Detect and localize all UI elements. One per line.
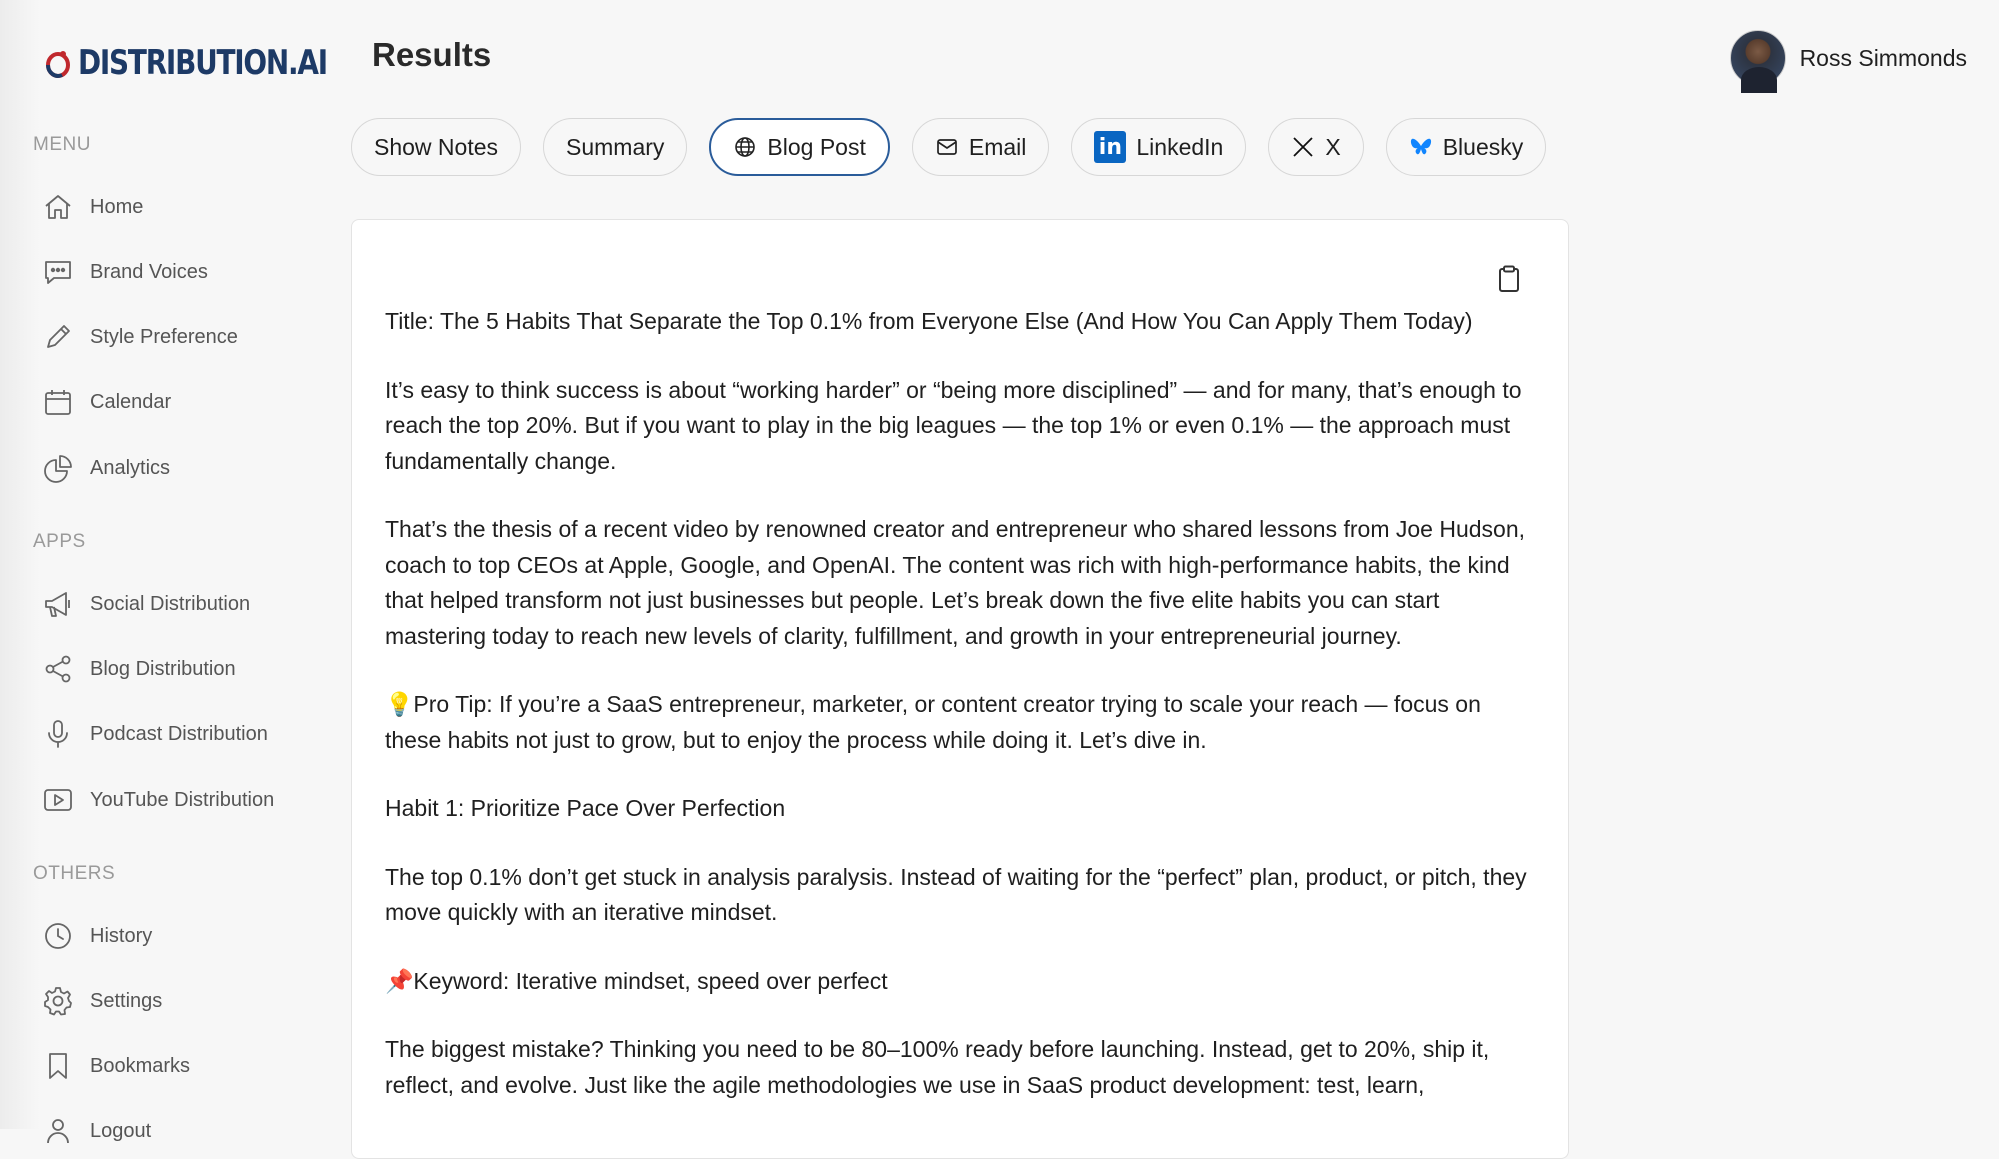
sidebar-item-logout[interactable] xyxy=(42,1109,332,1153)
tab-label: X xyxy=(1325,133,1341,160)
user-profile[interactable] xyxy=(1730,30,1967,86)
tab-label: Show Notes xyxy=(374,133,499,160)
sidebar-item-settings[interactable] xyxy=(42,979,332,1023)
chat-bubble-icon xyxy=(42,256,74,288)
menu-section-label: MENU xyxy=(33,134,91,155)
tab-label: Blog Post xyxy=(767,133,866,160)
butterfly-icon xyxy=(1409,135,1433,159)
tab-label: Summary xyxy=(566,133,665,160)
tab-x[interactable] xyxy=(1268,118,1363,176)
pushpin-icon: 📌 xyxy=(385,967,414,994)
sidebar-item-brand-voices[interactable] xyxy=(42,250,332,294)
x-icon xyxy=(1291,135,1315,159)
paragraph: That’s the thesis of a recent video by renowned creator and entrepreneur who shared lessons from Joe Hudson, coach to top CEOs at Apple, Google, and OpenAI. The content was rich with high-performance habits, the kind that helped transform not just businesses but people. Let’s break down the five elite habits you can start mastering today to reach new levels of clarity, fulfillment, and growth in your entrepreneurial journey. xyxy=(385,516,1526,649)
keyword-line xyxy=(385,964,1535,1000)
sidebar-item-label: Analytics xyxy=(90,456,171,479)
sidebar-item-bookmarks[interactable] xyxy=(42,1044,332,1088)
sidebar-item-analytics[interactable] xyxy=(42,446,332,490)
sidebar-item-label: Logout xyxy=(90,1119,152,1142)
clock-icon xyxy=(42,920,74,952)
pencil-icon xyxy=(42,321,74,353)
pro-tip xyxy=(385,687,1535,758)
tab-bluesky[interactable] xyxy=(1386,118,1547,176)
calendar-icon xyxy=(42,386,74,418)
logo-icon xyxy=(42,46,72,80)
sidebar-item-blog-distribution[interactable] xyxy=(42,647,332,691)
tab-email[interactable] xyxy=(912,118,1050,176)
sidebar-item-label: Bookmarks xyxy=(90,1054,191,1077)
pie-chart-icon xyxy=(42,452,74,484)
sidebar-item-calendar[interactable] xyxy=(42,380,332,424)
tab-label: Bluesky xyxy=(1442,133,1524,160)
sidebar-item-social-distribution[interactable] xyxy=(42,582,332,626)
user-name: Ross Simmonds xyxy=(1799,44,1967,71)
brand-logo[interactable] xyxy=(42,40,382,86)
play-icon xyxy=(42,784,74,816)
lightbulb-icon: 💡 xyxy=(385,691,414,717)
share-icon xyxy=(42,653,74,685)
gear-icon xyxy=(42,985,74,1017)
sidebar-item-podcast-distribution[interactable] xyxy=(42,712,332,756)
paragraph: It’s easy to think success is about “working harder” or “being more disciplined” — and for many, that’s enough to reach the top 20%. But if you want to play in the big leagues — the top 1% or even 0.1% — the approach must fundamentally change. xyxy=(385,376,1522,474)
keyword-text: Keyword: Iterative mindset, speed over perfect xyxy=(413,967,888,994)
habit-heading: Habit 1: Prioritize Pace Over Perfection xyxy=(385,795,786,821)
blog-title: Title: The 5 Habits That Separate the Top 0.1% from Everyone Else (And How You Can Apply Them Today) xyxy=(385,308,1473,334)
output-tabs xyxy=(351,118,1546,176)
microphone-icon xyxy=(42,718,74,750)
home-icon xyxy=(42,191,74,223)
sidebar-item-label: History xyxy=(90,924,153,947)
tab-blog-post[interactable] xyxy=(709,118,889,176)
paragraph: The top 0.1% don’t get stuck in analysis paralysis. Instead of waiting for the “perfect” plan, product, or pitch, they move quickly with an iterative mindset. xyxy=(385,863,1527,925)
avatar[interactable] xyxy=(1730,30,1786,86)
user-icon xyxy=(42,1115,74,1147)
sidebar-item-label: Home xyxy=(90,195,144,218)
sidebar-item-label: Style Preference xyxy=(90,325,238,348)
others-section-label: OTHERS xyxy=(33,863,116,884)
tab-linkedin[interactable] xyxy=(1071,118,1246,176)
paragraph: The biggest mistake? Thinking you need to be 80–100% ready before launching. Instead, get to 20%, ship it, reflect, and evolve. Just like the agile methodologies we use in SaaS product development: test, learn, xyxy=(385,1036,1490,1098)
blog-post-card xyxy=(351,219,1569,1159)
linkedin-icon: in xyxy=(1094,131,1126,163)
sidebar-item-label: Calendar xyxy=(90,390,172,413)
sidebar-item-history[interactable] xyxy=(42,914,332,958)
sidebar-item-label: Blog Distribution xyxy=(90,657,236,680)
tab-summary[interactable] xyxy=(543,118,687,176)
tab-show-notes[interactable] xyxy=(351,118,521,176)
sidebar-item-label: Settings xyxy=(90,989,163,1012)
sidebar-item-label: Podcast Distribution xyxy=(90,722,268,745)
tab-label: LinkedIn xyxy=(1136,133,1224,160)
sidebar-item-style-preference[interactable] xyxy=(42,315,332,359)
bookmark-icon xyxy=(42,1050,74,1082)
sidebar-item-label: Brand Voices xyxy=(90,260,208,283)
apps-section-label: APPS xyxy=(33,531,86,552)
megaphone-icon xyxy=(42,588,74,620)
mail-icon xyxy=(935,135,959,159)
clipboard-icon[interactable] xyxy=(1494,264,1524,294)
sidebar-item-home[interactable] xyxy=(42,185,332,229)
globe-icon xyxy=(733,135,757,159)
logo-text: DISTRIBUTION.AI xyxy=(78,43,327,83)
sidebar-item-youtube-distribution[interactable] xyxy=(42,778,332,822)
tab-label: Email xyxy=(968,133,1027,160)
page-title: Results xyxy=(372,36,492,73)
sidebar-item-label: Social Distribution xyxy=(90,592,251,615)
pro-tip-text: Pro Tip: If you’re a SaaS entrepreneur, marketer, or content creator trying to scale your reach — focus on these habits not just to grow, but to enjoy the process while doing it. Let’s dive in. xyxy=(385,691,1481,753)
sidebar xyxy=(0,0,340,1142)
sidebar-item-label: YouTube Distribution xyxy=(90,788,275,811)
blog-post-content xyxy=(385,304,1535,1136)
